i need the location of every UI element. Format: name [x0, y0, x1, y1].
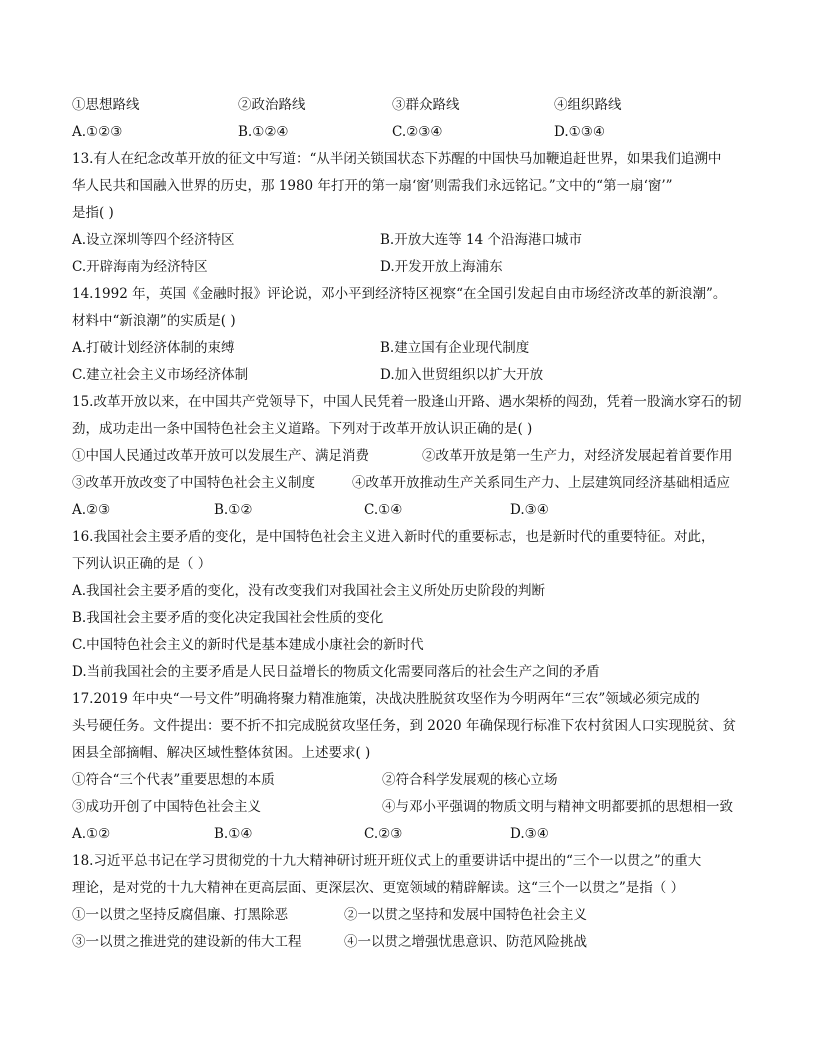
q13-answer-c: C.开辟海南为经济特区: [72, 259, 208, 275]
q18-option-3: ③一以贯之推进党的建设新的伟大工程: [72, 934, 302, 950]
q16-answer-a: A.我国社会主要矛盾的变化，没有改变我们对我国社会主义所处历史阶段的判断: [72, 583, 546, 599]
q15-answer-d: D.③④: [510, 502, 549, 518]
q15-answers-row: [72, 497, 752, 524]
q15-stem-line-1: 15.改革开放以来，在中国共产党领导下，中国人民凭着一股逢山开路、遇水架桥的闯劲，凭着一股滴水穿石的韧: [72, 394, 742, 410]
q16-answer-d: D.当前我国社会的主要矛盾是人民日益增长的物质文化需要同落后的社会生产之间的矛盾: [72, 664, 600, 680]
q14-answer-b: B.建立国有企业现代制度: [380, 340, 530, 356]
q14-answer-d: D.加入世贸组织以扩大开放: [380, 367, 544, 383]
q18-options-row-1: [72, 902, 752, 929]
q17-options-row-1: [72, 767, 752, 794]
q15-option-4: ④改革开放推动生产关系同生产力、上层建筑同经济基础相适应: [352, 475, 730, 491]
q16-answer-c: C.中国特色社会主义的新时代是基本建成小康社会的新时代: [72, 637, 424, 653]
q18-option-2: ②一以贯之坚持和发展中国特色社会主义: [344, 907, 587, 923]
q16-stem-line-2: 下列认识正确的是（ ）: [72, 556, 212, 572]
q12-answer-c: C.②③④: [392, 124, 443, 140]
q17-answers-row: [72, 821, 752, 848]
q15-option-1: ①中国人民通过改革开放可以发展生产、满足消费: [72, 448, 369, 464]
q14-answer-a: A.打破计划经济体制的束缚: [72, 340, 235, 356]
q17-answer-d: D.③④: [510, 826, 549, 842]
q18-option-4: ④一以贯之增强忧患意识、防范风险挑战: [344, 934, 587, 950]
q13-answer-b: B.开放大连等 14 个沿海港口城市: [380, 232, 582, 248]
q13-answers-row-1: [72, 227, 752, 254]
q18-options-row-2: [72, 929, 752, 956]
q15-options-row-1: [72, 443, 752, 470]
q13-answers-row-2: [72, 254, 752, 281]
q14-stem-line-1: 14.1992 年，英国《金融时报》评论说，邓小平到经济特区视察“在全国引发起自由市场经济改革的新浪潮”。: [72, 286, 727, 302]
q15-answer-c: C.①④: [364, 502, 403, 518]
q14-answer-c: C.建立社会主义市场经济体制: [72, 367, 249, 383]
q18-stem-line-1: 18.习近平总书记在学习贯彻党的十九大精神研讨班开班仪式上的重要讲话中提出的“三个一以贯之”的重大: [72, 853, 702, 869]
q15-option-2: ②改革开放是第一生产力，对经济发展起着首要作用: [422, 448, 733, 464]
q17-stem-line-1: 17.2019 年中央“一号文件”明确将聚力精准施策，决战决胜脱贫攻坚作为今明两年“三农”领域必须完成的: [72, 691, 700, 707]
q13-answer-d: D.开发开放上海浦东: [380, 259, 503, 275]
q14-answers-row-1: [72, 335, 752, 362]
q13-stem-line-1: 13.有人在纪念改革开放的征文中写道：“从半闭关锁国状态下苏醒的中国快马加鞭追赶世界，如果我们追溯中: [72, 151, 722, 167]
q17-answer-a: A.①②: [72, 826, 111, 842]
q17-option-3: ③成功开创了中国特色社会主义: [72, 799, 261, 815]
q17-answer-c: C.②③: [364, 826, 403, 842]
q12-option-4: ④组织路线: [554, 97, 622, 113]
q15-stem-line-2: 劲，成功走出一条中国特色社会主义道路。下列对于改革开放认识正确的是( ): [72, 421, 533, 437]
q12-answers-row: [72, 119, 752, 146]
exam-page: [72, 92, 752, 956]
q12-answer-b: B.①②④: [238, 124, 289, 140]
q17-stem-line-3: 困县全部摘帽、解决区域性整体贫困。上述要求( ): [72, 745, 371, 761]
q15-options-row-2: [72, 470, 752, 497]
q17-option-2: ②符合科学发展观的核心立场: [382, 772, 558, 788]
q12-answer-a: A.①②③: [72, 124, 123, 140]
q12-option-3: ③群众路线: [392, 97, 460, 113]
q15-answer-b: B.①②: [214, 502, 253, 518]
q12-answer-d: D.①③④: [554, 124, 605, 140]
q17-stem-line-2: 头号硬任务。文件提出：要不折不扣完成脱贫攻坚任务，到 2020 年确保现行标准下农村贫困人口实现脱贫、贫: [72, 718, 736, 734]
q15-option-3: ③改革开放改变了中国特色社会主义制度: [72, 475, 315, 491]
q17-options-row-2: [72, 794, 752, 821]
q17-answer-b: B.①④: [214, 826, 253, 842]
q18-stem-line-2: 理论，是对党的十九大精神在更高层面、更深层次、更宽领域的精辟解读。这“三个一以贯之”是指（ ）: [72, 880, 685, 896]
q15-answer-a: A.②③: [72, 502, 111, 518]
q17-option-4: ④与邓小平强调的物质文明与精神文明都要抓的思想相一致: [382, 799, 733, 815]
q18-option-1: ①一以贯之坚持反腐倡廉、打黑除恶: [72, 907, 288, 923]
q14-stem-line-2: 材料中“新浪潮”的实质是( ): [72, 313, 236, 329]
q16-stem-line-1: 16.我国社会主要矛盾的变化，是中国特色社会主义进入新时代的重要标志，也是新时代的重要特征。对此，: [72, 529, 715, 545]
q12-option-2: ②政治路线: [238, 97, 306, 113]
q13-stem-line-3: 是指( ): [72, 205, 114, 221]
q13-answer-a: A.设立深圳等四个经济特区: [72, 232, 235, 248]
q12-options-row: [72, 92, 752, 119]
q13-stem-line-2: 华人民共和国融入世界的历史，那 1980 年打开的第一扇‘窗’则需我们永远铭记。”文中的“第一扇‘窗’”: [72, 178, 673, 194]
q16-answer-b: B.我国社会主要矛盾的变化决定我国社会性质的变化: [72, 610, 384, 626]
q14-answers-row-2: [72, 362, 752, 389]
q17-option-1: ①符合“三个代表”重要思想的本质: [72, 772, 275, 788]
q12-option-1: ①思想路线: [72, 97, 140, 113]
